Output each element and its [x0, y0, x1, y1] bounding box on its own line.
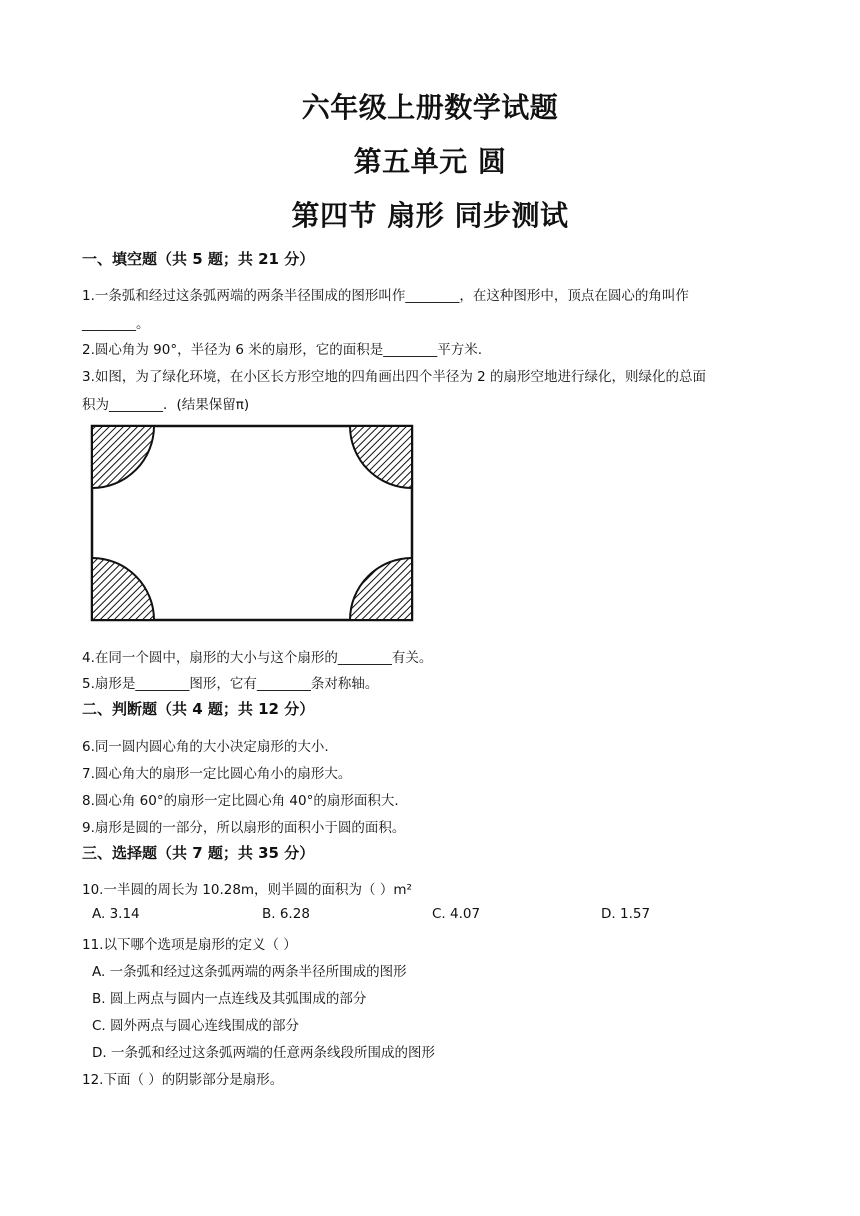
section-fill-blank: 一、填空题（共 5 题；共 21 分）: [82, 250, 315, 268]
question-5: 5.扇形是________图形，它有________条对称轴。: [82, 676, 379, 692]
section-multiple-choice: 三、选择题（共 7 题；共 35 分）: [82, 844, 315, 862]
question-7: 7.圆心角大的扇形一定比圆心角小的扇形大。: [82, 766, 352, 782]
question-10-option-a: A. 3.14: [92, 906, 140, 922]
question-10-option-d: D. 1.57: [601, 906, 651, 922]
question-6: 6.同一圆内圆心角的大小决定扇形的大小.: [82, 739, 329, 755]
question-11-option-a: A. 一条弧和经过这条弧两端的两条半径所围成的图形: [92, 964, 407, 980]
question-1-line-2: ________。: [82, 316, 150, 332]
question-10-option-c: C. 4.07: [432, 906, 481, 922]
question-10: 10.一半圆的周长为 10.28m，则半圆的面积为（ ）m²: [82, 882, 412, 898]
question-3-line-1: 3.如图，为了绿化环境，在小区长方形空地的四角画出四个半径为 2 的扇形空地进行绿化，则绿化的总面: [82, 369, 707, 385]
question-11-option-d: D. 一条弧和经过这条弧两端的任意两条线段所围成的图形: [92, 1045, 435, 1061]
question-1-line-1: 1.一条弧和经过这条弧两端的两条半径围成的图形叫作________，在这种图形中，顶点在圆心的角叫作: [82, 288, 689, 304]
question-11-option-c: C. 圆外两点与圆心连线围成的部分: [92, 1018, 300, 1034]
question-2: 2.圆心角为 90°，半径为 6 米的扇形，它的面积是________平方米.: [82, 342, 483, 358]
question-8: 8.圆心角 60°的扇形一定比圆心角 40°的扇形面积大.: [82, 793, 399, 809]
question-3-line-2: 积为________．(结果保留π): [82, 397, 250, 413]
question-4: 4.在同一个圆中，扇形的大小与这个扇形的________有关。: [82, 650, 433, 666]
unit-title: 第五单元 圆: [353, 145, 507, 178]
rectangle-quarter-circles-figure: [90, 424, 416, 622]
question-10-option-b: B. 6.28: [262, 906, 310, 922]
question-11: 11.以下哪个选项是扇形的定义（ ）: [82, 937, 297, 953]
question-9: 9.扇形是圆的一部分，所以扇形的面积小于圆的面积。: [82, 820, 406, 836]
question-11-option-b: B. 圆上两点与圆内一点连线及其弧围成的部分: [92, 991, 367, 1007]
lesson-title: 第四节 扇形 同步测试: [291, 199, 569, 232]
section-true-false: 二、判断题（共 4 题；共 12 分）: [82, 700, 315, 718]
question-12: 12.下面（ ）的阴影部分是扇形。: [82, 1072, 284, 1088]
grade-title: 六年级上册数学试题: [301, 91, 559, 124]
